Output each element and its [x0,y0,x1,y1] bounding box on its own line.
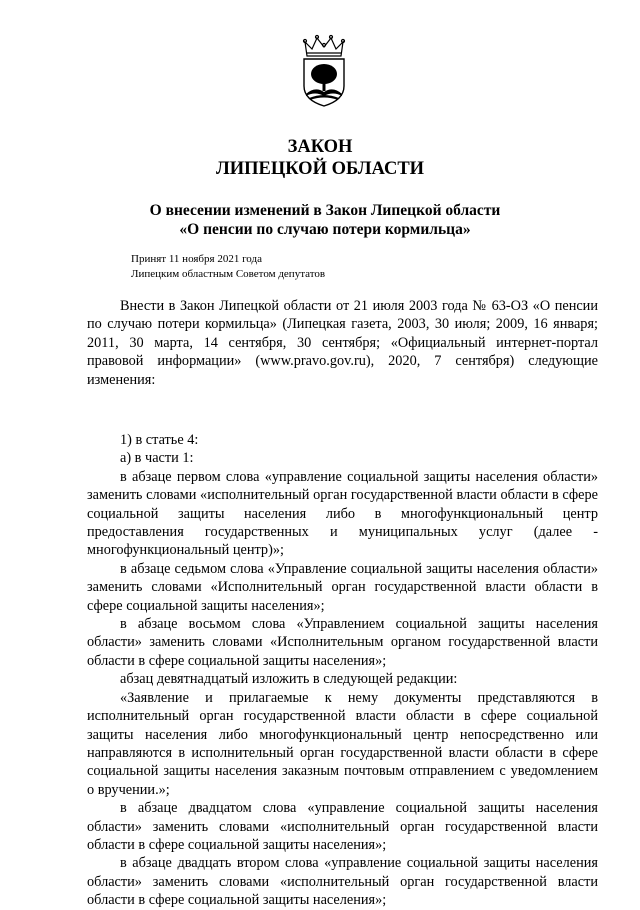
accepted-date: Принят 11 ноября 2021 года [131,253,262,265]
law-subject-line-2: «О пенсии по случаю потери кормильца» [179,221,471,238]
amendment-paragraph: в абзаце восьмом слова «Управлением социальной защиты населения области» заменить словами «Исполнительным органом государственной власти области в сфере социальной защиты населения»; [87,616,598,669]
amendment-paragraph: в абзаце седьмом слова «Управление социальной защиты населения области» заменить словами «Исполнительный орган государственной власти области в сфере социальной защиты населения»; [87,560,598,614]
law-subject-line-1: О внесении изменений в Закон Липецкой области [149,202,501,219]
region-heading: ЛИПЕЦКОЙ ОБЛАСТИ [215,159,425,179]
amendment-paragraph: в абзаце двадцать втором слова «управление социальной защиты населения области» заменить словами «исполнительный орган государственной власти области в сфере социальной защиты населения»; [87,855,598,909]
amendment-quote: «Заявление и прилагаемые к нему документы представляются в исполнительный орган государственной власти области в сфере социальной защиты населения либо многофункциональный центр непосредственно или направляются в исполнительный орган государственной власти области в сфере социальной защиты населения заказным почтовым отправлением с уведомлением о вручении.»; [87,689,598,798]
amendment-paragraph: абзац девятнадцатый изложить в следующей редакции: [120,671,458,688]
amendment-item: 1) в статье 4: [120,432,199,448]
amendment-paragraph: в абзаце двадцатом слова «управление социальной защиты населения области» заменить словами «исполнительный орган государственной власти области в сфере социальной защиты населения»; [87,800,598,853]
intro-text: Внести в Закон Липецкой области от 21 июля 2003 года № 63-ОЗ «О пенсии по случаю потери кормильца» (Липецкая газета, 2003, 30 июля; 2009, 16 января; 2011, 30 марта, 14 сентября, 30 сентября; «Официальный интернет-портал правовой информации» (www.pravo.gov.ru), 2020, 7 сентября) следующие изменения: [87,298,598,388]
lipetsk-coat-of-arms-icon [298,34,350,108]
amendments-body [87,431,598,910]
intro-paragraph [87,297,598,389]
amendment-paragraph: в абзаце первом слова «управление социальной защиты населения области» заменить словами «исполнительный орган государственной власти области в сфере социальной защиты населения либо в многофункциональный центр предоставления государственных и муниципальных услуг (далее - многофункциональный центр)»; [87,468,598,559]
amendment-subitem: а) в части 1: [120,450,194,467]
document-type-heading: ЗАКОН [287,137,353,157]
accepted-by: Липецким областным Советом депутатов [131,268,326,280]
